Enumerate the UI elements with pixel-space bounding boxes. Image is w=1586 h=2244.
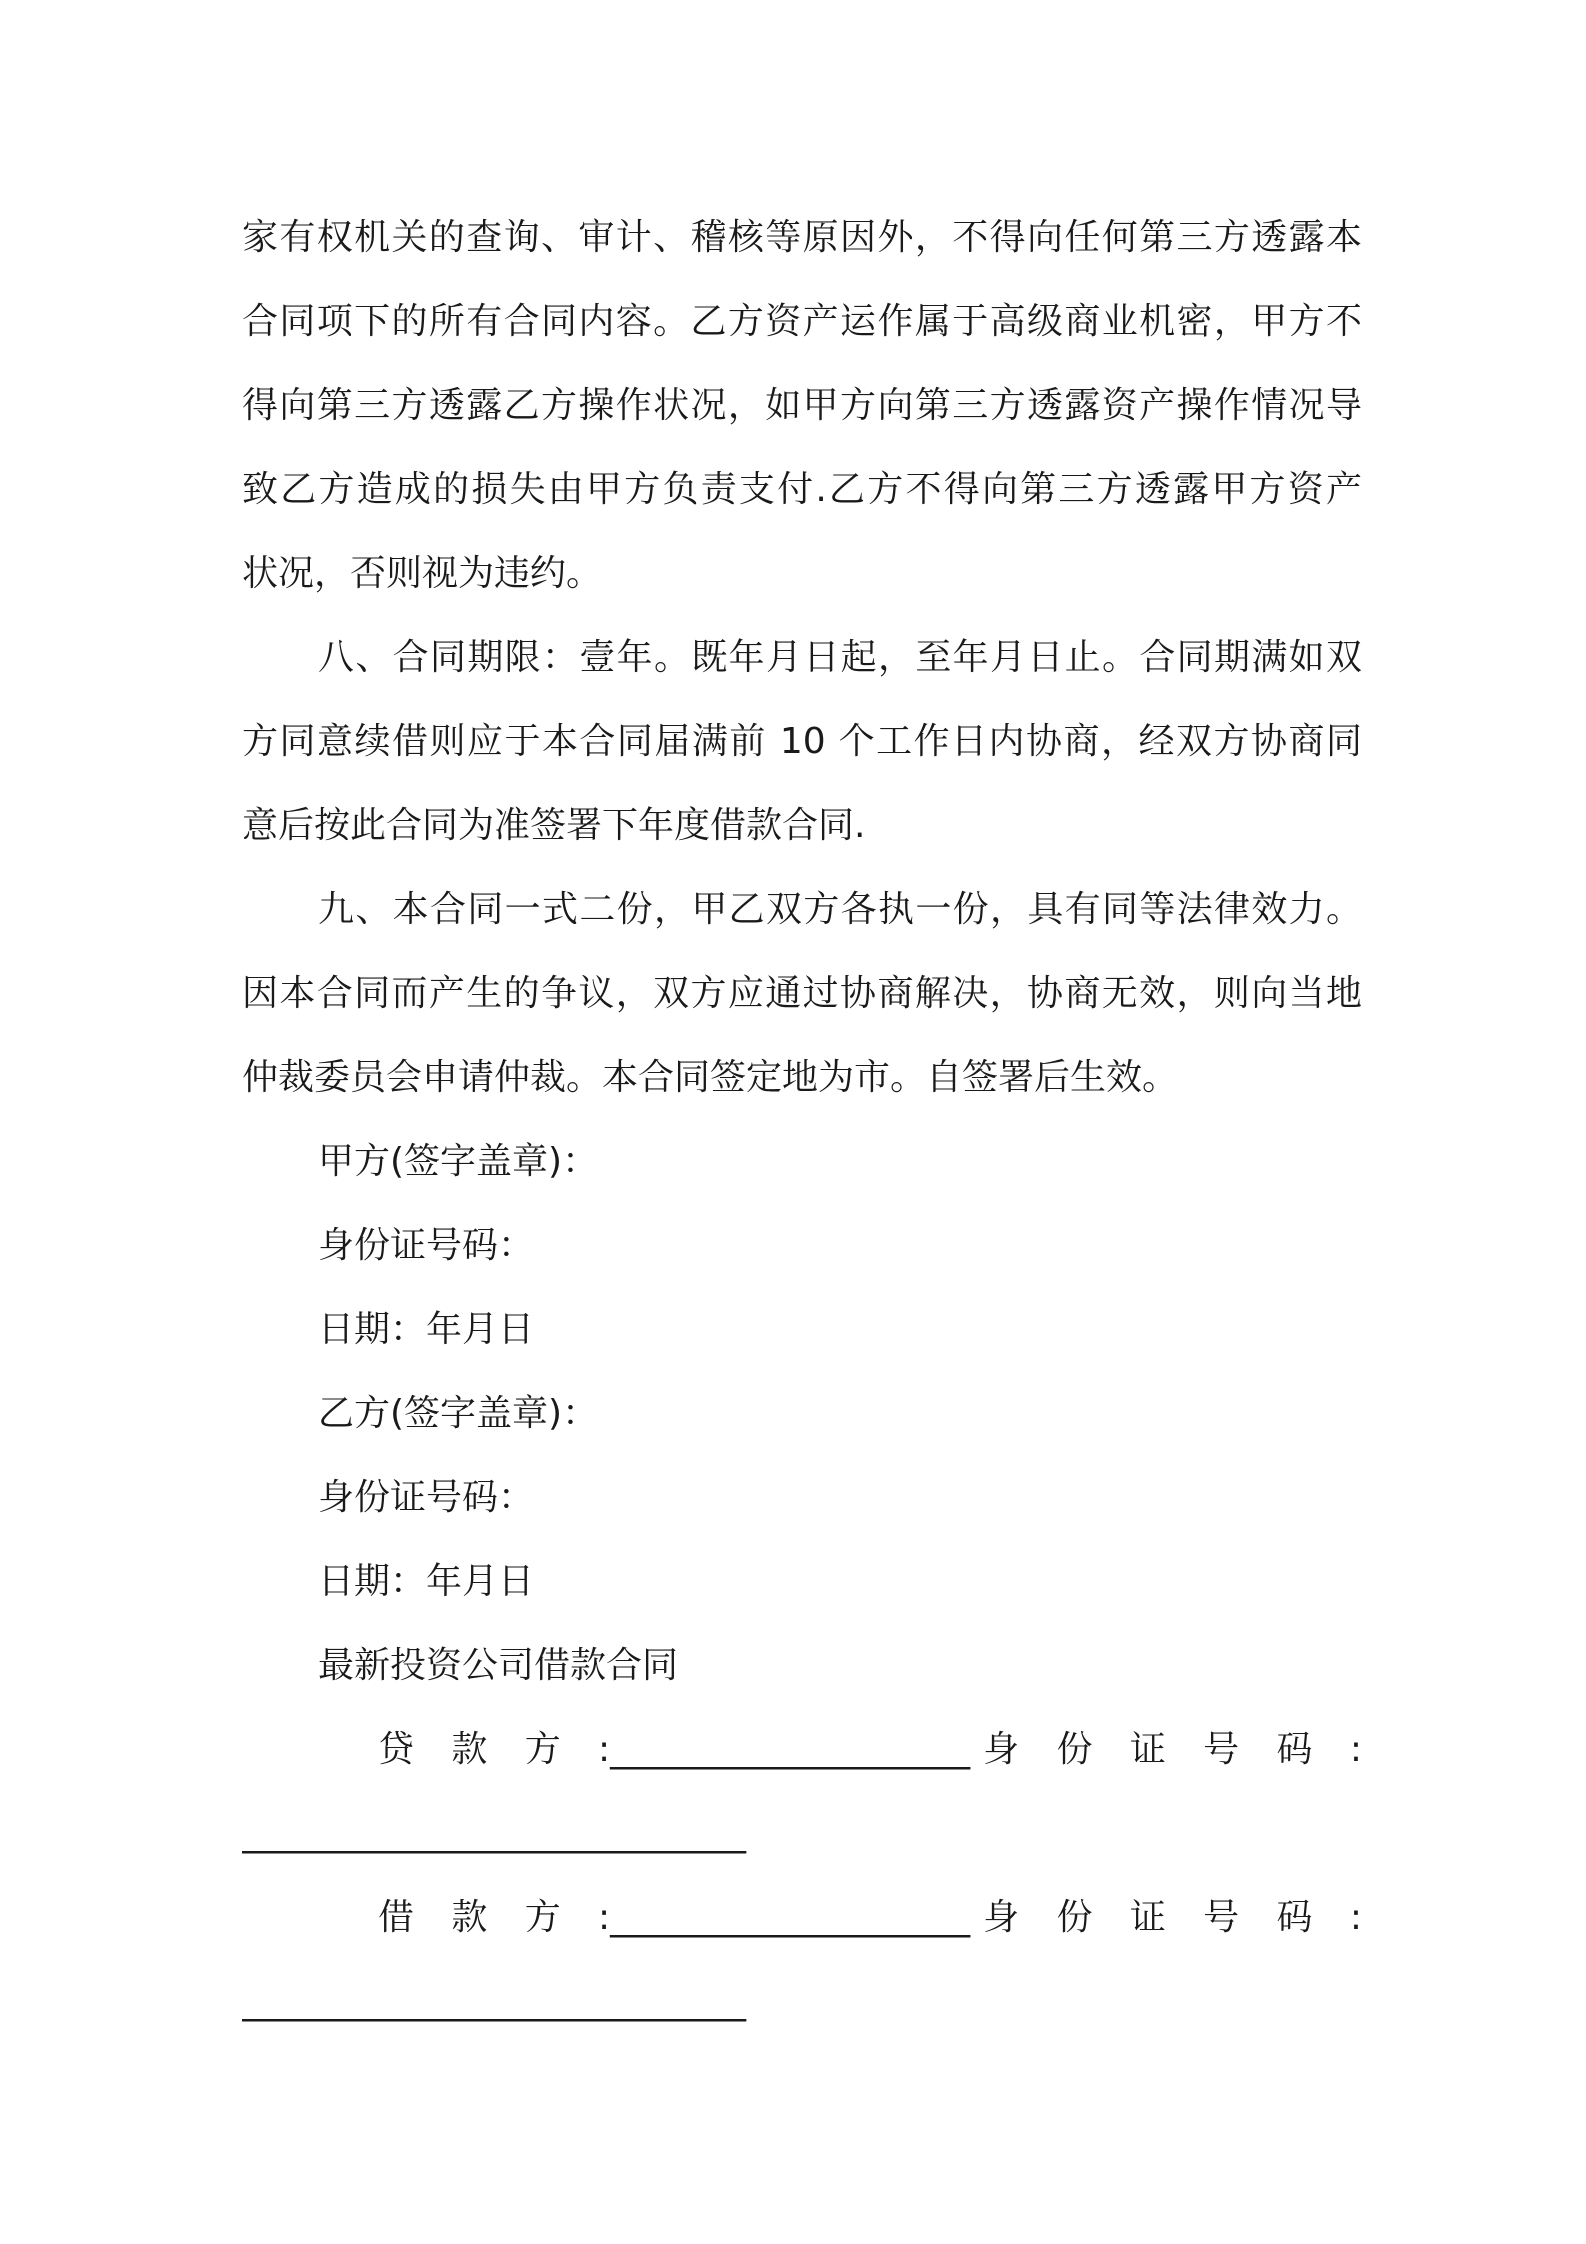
lender-field-line: 贷 款 方 :____________________身 份 证 号 码 : <box>378 1729 1362 1770</box>
party-b-id-label: 身份证号码： <box>318 1477 535 1518</box>
party-a-date-label: 日期：年月日 <box>318 1309 535 1350</box>
clause-eight-line: 八、合同期限：壹年。既年月日起，至年月日止。合同期满如双 <box>318 637 1362 678</box>
paragraph-line: 因本合同而产生的争议，双方应通过协商解决，协商无效，则向当地 <box>242 973 1362 1014</box>
paragraph-line: 方同意续借则应于本合同届满前 10 个工作日内协商，经双方协商同 <box>242 721 1362 762</box>
paragraph-line: 仲裁委员会申请仲裁。本合同签定地为市。自签署后生效。 <box>242 1057 1179 1098</box>
paragraph-line: 状况，否则视为违约。 <box>242 553 603 594</box>
paragraph-line: 意后按此合同为准签署下年度借款合同. <box>242 805 866 846</box>
contract-title: 最新投资公司借款合同 <box>318 1645 679 1686</box>
party-a-signature-label: 甲方(签字盖章)： <box>318 1141 599 1182</box>
paragraph-line: 致乙方造成的损失由甲方负责支付.乙方不得向第三方透露甲方资产 <box>242 469 1362 510</box>
paragraph-line: 家有权机关的查询、审计、稽核等原因外，不得向任何第三方透露本 <box>242 217 1362 258</box>
party-a-id-label: 身份证号码： <box>318 1225 535 1266</box>
document-body <box>242 196 1362 2044</box>
borrower-field-line: 借 款 方 :____________________身 份 证 号 码 : <box>378 1897 1362 1938</box>
paragraph-line: 得向第三方透露乙方操作状况，如甲方向第三方透露资产操作情况导 <box>242 385 1362 426</box>
paragraph-line: 合同项下的所有合同内容。乙方资产运作属于高级商业机密，甲方不 <box>242 301 1362 342</box>
borrower-id-blank-line: ____________________________ <box>242 1981 746 2022</box>
party-b-date-label: 日期：年月日 <box>318 1561 535 1602</box>
lender-id-blank-line: ____________________________ <box>242 1813 746 1854</box>
clause-nine-line: 九、本合同一式二份，甲乙双方各执一份，具有同等法律效力。 <box>318 889 1362 930</box>
party-b-signature-label: 乙方(签字盖章)： <box>318 1393 599 1434</box>
